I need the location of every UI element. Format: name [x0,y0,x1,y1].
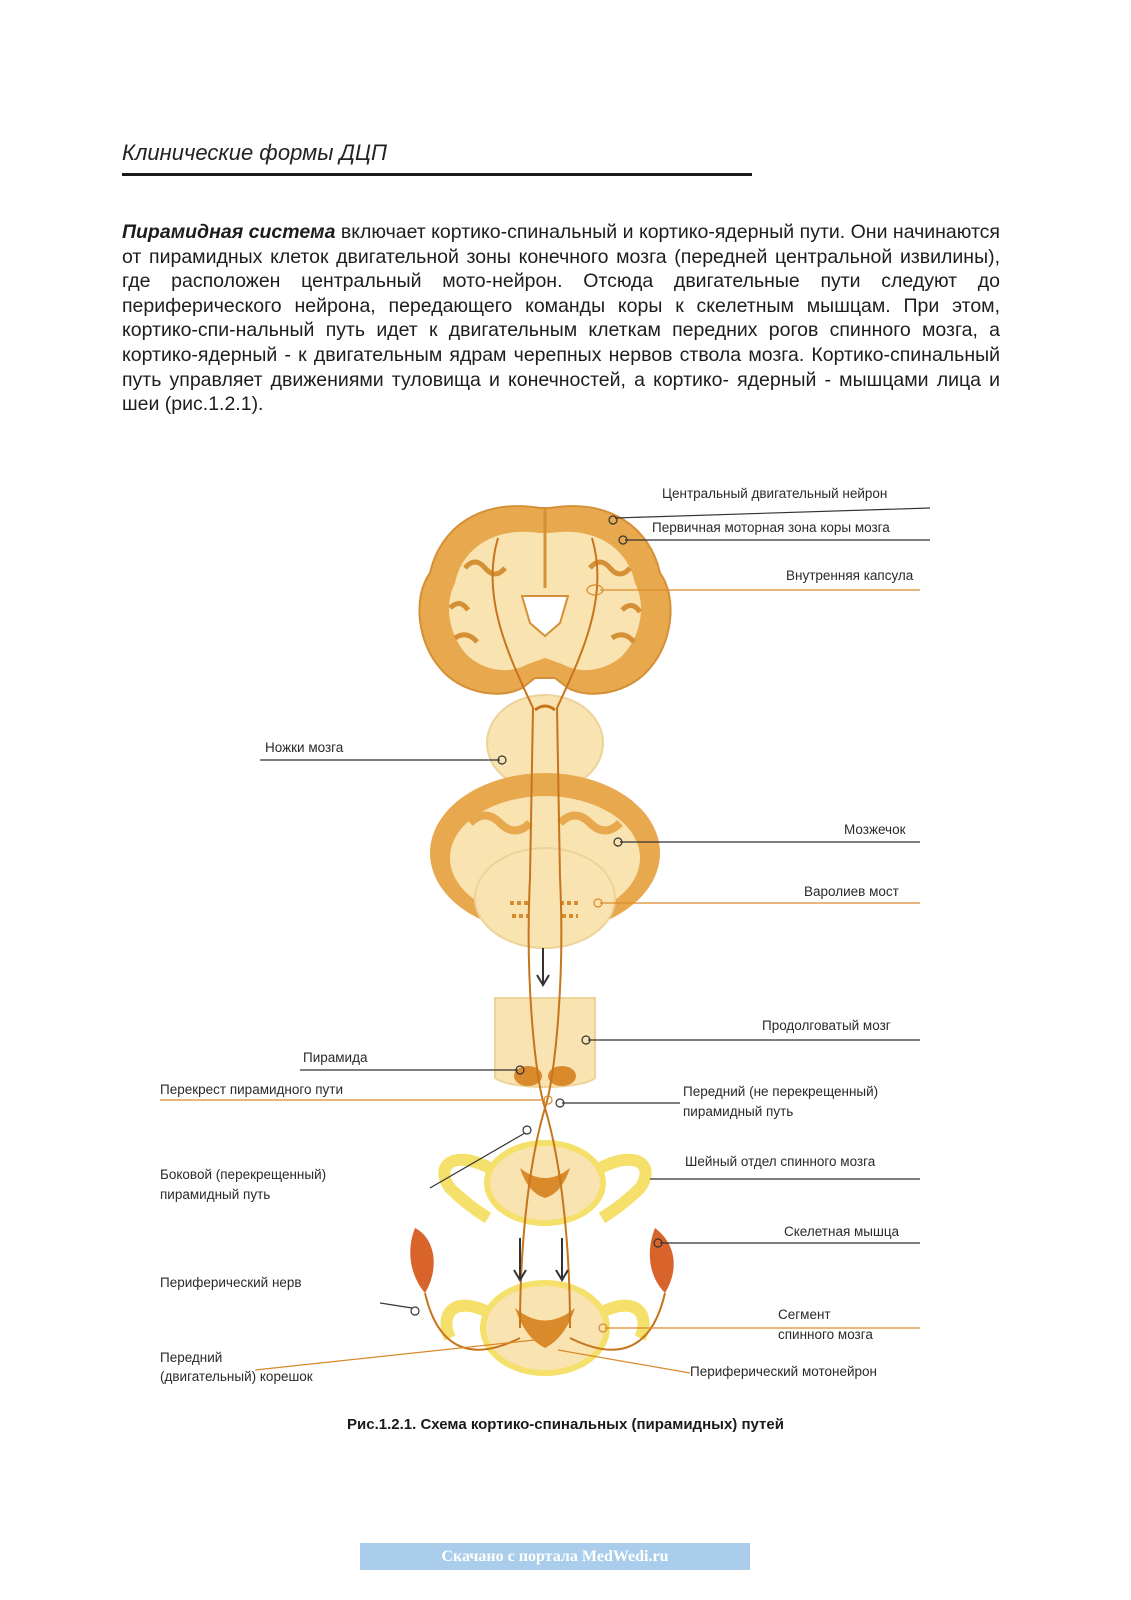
body-paragraph [122,220,1000,417]
label-cerebral-peduncles: Ножки мозга [265,740,344,755]
label-medulla: Продолговатый мозг [762,1018,891,1033]
muscle-left [410,1228,433,1293]
label-cerebellum: Мозжечок [844,822,906,837]
label-anterior-root-2: (двигательный) корешок [160,1369,313,1384]
label-cervical: Шейный отдел спинного мозга [685,1154,876,1169]
body-text: включает кортико-спинальный и кортико-ядерный пути. Они начинаются от пирамидных клеток двигательной зоны конечного мозга (передней центральной извилины), где расположен центральный мото-нейрон. Отсюда двигательные пути следуют до периферического нейрона, передающего команды коры к скелетным мышцам. При этом, кортико-спи-нальный путь идет к двигательным клеткам передних рогов спинного мозга, а кортико-ядерный - к двигательным ядрам черепных нервов ствола мозга. Кортико-спинальный путь управляет движениями туловища и конечностей, а кортико- ядерный - мышцами лица и шеи (рис.1.2.1). [122,221,1000,416]
label-segment-1: Сегмент [778,1307,831,1322]
arrow-cord-left [514,1238,526,1280]
label-lateral-tract-2: пирамидный путь [160,1187,271,1202]
cervical-nerve-left [444,1160,490,1218]
label-internal-capsule: Внутренняя капсула [786,568,914,583]
label-lateral-tract-1: Боковой (перекрещенный) [160,1167,327,1182]
label-pyramid: Пирамида [303,1050,368,1065]
label-motor-cortex: Первичная моторная зона коры мозга [652,520,890,535]
label-muscle: Скелетная мышца [784,1224,900,1239]
figure-caption: Рис.1.2.1. Схема кортико-спинальных (пирамидных) путей [347,1416,784,1433]
pyramidal-pathway-figure [150,478,980,1418]
muscle-right [650,1228,674,1293]
label-anterior-root-1: Передний [160,1350,223,1365]
header-rule [122,173,752,176]
running-head: Клинические формы ДЦП [122,140,387,165]
body-term: Пирамидная система [122,221,336,243]
label-segment-2: спинного мозга [778,1327,873,1342]
label-anterior-tract-1: Передний (не перекрещенный) [683,1084,879,1099]
label-pons: Варолиев мост [804,884,899,899]
label-anterior-tract-2: пирамидный путь [683,1104,794,1119]
arrow-pons [537,948,549,985]
cervical-nerve-right [600,1160,646,1218]
medulla-shape [495,998,595,1087]
label-central-neuron: Центральный двигательный нейрон [662,486,888,501]
label-peripheral-nerve: Периферический нерв [160,1275,302,1290]
leader-lines-right-orange [558,585,920,1373]
pons-shape [475,848,615,948]
label-peripheral-motoneuron: Периферический мотонейрон [690,1364,877,1379]
label-decussation: Перекрест пирамидного пути [160,1082,344,1097]
download-watermark: Скачано с портала MedWedi.ru [360,1543,750,1570]
